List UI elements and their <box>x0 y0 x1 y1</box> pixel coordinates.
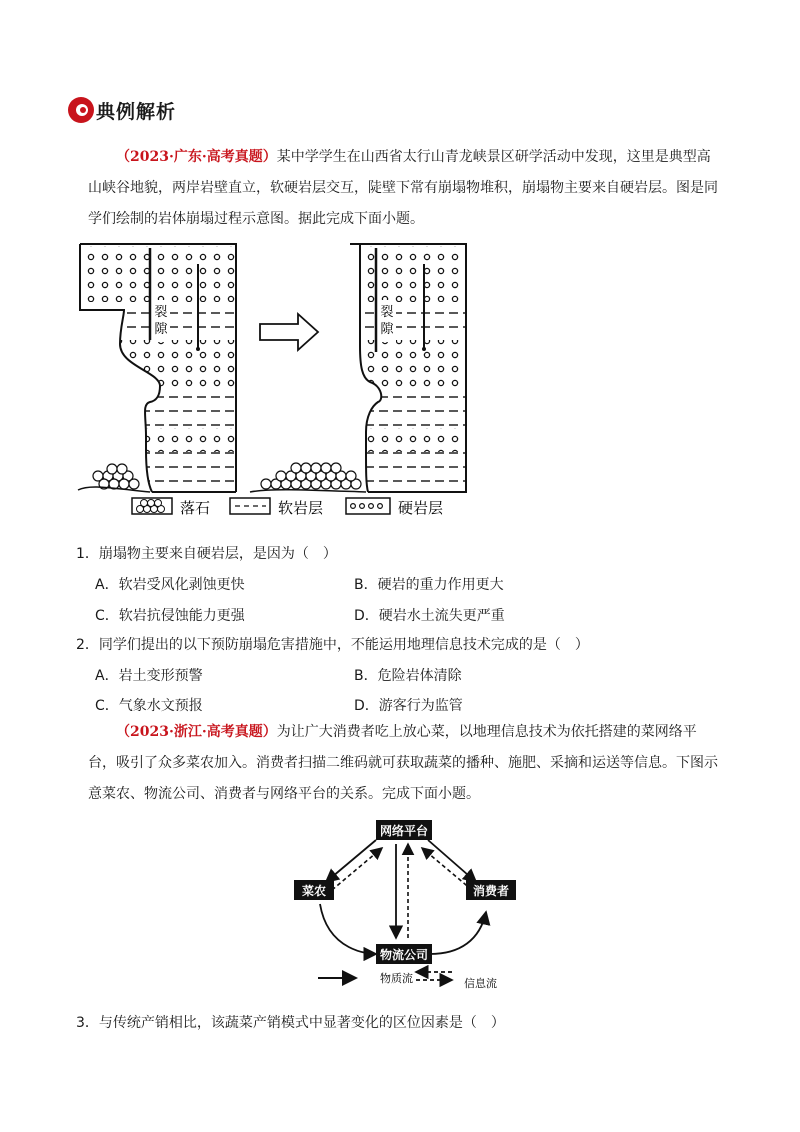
intro-text-1: 某中学学生在山西省太行山青龙峡景区研学活动中发现，这里是典型高山峡谷地貌，两岸岩壁直立，软硬岩层交互，陡壁下常有崩塌物堆积，崩塌物主要来自硬岩层。图是同学们绘制的岩体崩塌过程示意图。据此完成下面小题。 <box>88 149 718 227</box>
question-2 <box>76 634 589 654</box>
q2-option-c[interactable]: C．气象水文预报 <box>95 698 203 714</box>
question-3-number: 3． <box>76 1015 99 1031</box>
node-farmer-label: 菜农 <box>301 884 327 898</box>
flow-farmer-to-logistics <box>320 904 376 954</box>
section-logo-icon <box>68 97 94 123</box>
node-platform-label: 网络平台 <box>379 824 429 838</box>
q1-option-b[interactable]: B．硬岩的重力作用更大 <box>354 577 504 593</box>
node-consumer-label: 消费者 <box>472 884 510 898</box>
node-logistics-label: 物流公司 <box>379 948 429 962</box>
process-arrow-icon <box>260 314 318 350</box>
intro-paragraph-2 <box>88 717 724 810</box>
crack-label-right-2: 隙 <box>380 322 394 337</box>
question-1-number: 1． <box>76 546 99 562</box>
crack-label-left-1: 裂 <box>154 305 168 320</box>
legend-hard-rock: 硬岩层 <box>398 499 444 517</box>
left-rock-mass <box>80 246 240 492</box>
legend-material-label: 物质流 <box>380 972 413 985</box>
q2-option-b[interactable]: B．危险岩体清除 <box>354 668 462 684</box>
q1-option-d[interactable]: D．硬岩水土流失更严重 <box>354 608 505 624</box>
crack-label-right-1: 裂 <box>380 305 394 320</box>
q2-option-d[interactable]: D．游客行为监管 <box>354 698 463 714</box>
q1-option-a[interactable]: A．软岩受风化剥蚀更快 <box>95 577 245 593</box>
fallen-rocks-right <box>261 463 361 489</box>
rock-collapse-diagram <box>70 236 480 526</box>
question-2-text: 同学们提出的以下预防崩塌危害措施中，不能运用地理信息技术完成的是（ ） <box>98 637 589 653</box>
question-2-number: 2． <box>76 637 99 653</box>
legend-info-label: 信息流 <box>464 977 497 990</box>
source-tag-1: （2023·广东·高考真题） <box>116 149 277 165</box>
intro-text-2: 为让广大消费者吃上放心菜，以地理信息技术为依托搭建的菜网络平台，吸引了众多菜农加入。消费者扫描二维码就可获取蔬菜的播种、施肥、采摘和运送等信息。下图示意菜农、物流公司、消费者与网络平台的关系。完成下面小题。 <box>88 724 718 802</box>
legend-soft-rock: 软岩层 <box>278 499 324 517</box>
right-rock-mass <box>350 246 470 492</box>
question-1 <box>76 543 337 563</box>
q1-option-c[interactable]: C．软岩抗侵蚀能力更强 <box>95 608 245 624</box>
network-platform-diagram <box>280 812 530 998</box>
rock-legend <box>132 498 443 517</box>
flow-logistics-to-consumer <box>430 912 486 954</box>
source-tag-2: （2023·浙江·高考真题） <box>116 724 277 740</box>
section-header <box>68 95 176 125</box>
section-title: 典例解析 <box>96 100 177 123</box>
question-3 <box>76 1012 505 1032</box>
legend-fallen-rock: 落石 <box>180 499 211 517</box>
question-3-text: 与传统产销相比，该蔬菜产销模式中显著变化的区位因素是（ ） <box>98 1015 505 1031</box>
question-1-text: 崩塌物主要来自硬岩层，是因为（ ） <box>98 546 337 562</box>
intro-paragraph-1 <box>88 142 724 235</box>
q2-option-a[interactable]: A．岩土变形预警 <box>95 668 203 684</box>
fallen-rocks-left <box>93 464 139 489</box>
crack-label-left-2: 隙 <box>154 322 168 337</box>
